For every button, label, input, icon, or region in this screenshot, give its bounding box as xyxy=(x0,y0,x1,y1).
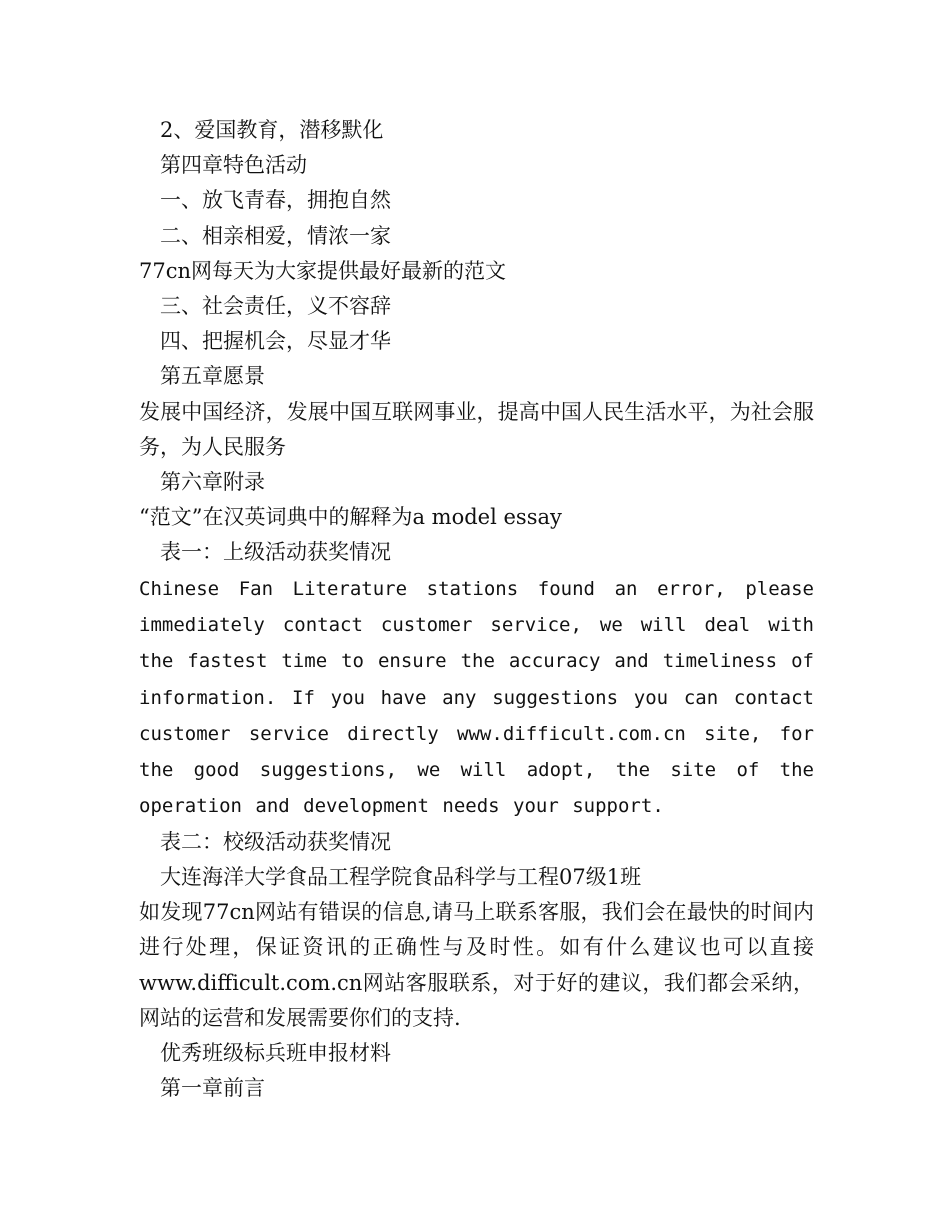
english-notice-paragraph: Chinese Fan Literature stations found an error, please immediately contact customer service, we will deal with the fastest time to ensure the accuracy and timeliness of information. If you have any suggestions you can contact customer service directly www.difficult.com.cn site, for the good suggestions, we will adopt, the site of the operation and development needs your support. xyxy=(139,577,814,818)
section-item: 三、社会责任，义不容辞 xyxy=(160,294,391,319)
table-caption: 表二：校级活动获奖情况 xyxy=(160,829,391,854)
site-notice: 77cn网每天为大家提供最好最新的范文 xyxy=(139,258,507,283)
section-item: 二、相亲相爱，情浓一家 xyxy=(160,223,391,248)
chapter-heading: 第六章附录 xyxy=(160,470,265,495)
chinese-notice-paragraph: 如发现77cn网站有错误的信息,请马上联系客服，我们会在最快的时间内进行处理，保证资讯的正确性与及时性。如有什么建议也可以直接www.difficult.com.cn网站客服联系，对于好的建议，我们都会采纳，网站的运营和发展需要你们的支持. xyxy=(139,900,814,1030)
section-item: 四、把握机会，尽显才华 xyxy=(160,329,391,354)
document-body xyxy=(139,113,814,1106)
definition-line: “范文”在汉英词典中的解释为a model essay xyxy=(139,505,562,530)
section-item: 2、爱国教育，潜移默化 xyxy=(160,118,384,142)
class-name: 大连海洋大学食品工程学院食品科学与工程07级1班 xyxy=(160,864,642,889)
chapter-heading: 第五章愿景 xyxy=(160,364,265,389)
section-item: 一、放飞青春，拥抱自然 xyxy=(160,188,391,213)
document-title: 优秀班级标兵班申报材料 xyxy=(160,1040,391,1065)
chapter-heading: 第四章特色活动 xyxy=(160,153,307,178)
table-caption: 表一：上级活动获奖情况 xyxy=(160,540,391,565)
body-paragraph: 发展中国经济，发展中国互联网事业，提高中国人民生活水平，为社会服务，为人民服务 xyxy=(139,399,814,459)
chapter-heading: 第一章前言 xyxy=(160,1076,265,1101)
